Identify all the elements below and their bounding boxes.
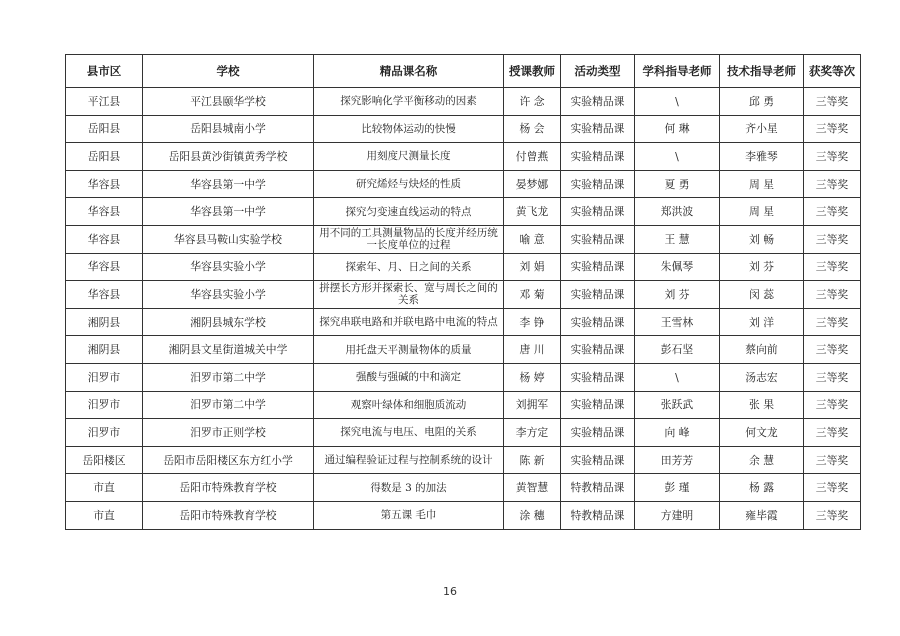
cell-award-level: 三等奖: [804, 225, 861, 253]
cell-teacher: 黄飞龙: [504, 198, 561, 226]
cell-activity-type: 实验精品课: [561, 446, 635, 474]
cell-tech-advisor: 周 星: [720, 198, 804, 226]
table-row: [66, 281, 861, 309]
cell-award-level: 三等奖: [804, 281, 861, 309]
cell-subject-advisor: 朱佩琴: [635, 253, 720, 281]
cell-activity-type: 实验精品课: [561, 336, 635, 364]
header-course-name: 精品课名称: [314, 55, 504, 88]
cell-school: 华容县第一中学: [143, 170, 314, 198]
table-row: [66, 225, 861, 253]
cell-teacher: 杨 会: [504, 115, 561, 143]
cell-teacher: 许 念: [504, 88, 561, 116]
header-subject-advisor: 学科指导老师: [635, 55, 720, 88]
cell-county: 华容县: [66, 253, 143, 281]
cell-award-level: 三等奖: [804, 419, 861, 447]
cell-tech-advisor: 刘 芬: [720, 253, 804, 281]
cell-activity-type: 实验精品课: [561, 419, 635, 447]
cell-activity-type: 实验精品课: [561, 115, 635, 143]
header-teacher: 授课教师: [504, 55, 561, 88]
cell-award-level: 三等奖: [804, 198, 861, 226]
cell-award-level: 三等奖: [804, 88, 861, 116]
cell-subject-advisor: 彭 瑾: [635, 474, 720, 502]
cell-teacher: 喻 意: [504, 225, 561, 253]
cell-activity-type: 实验精品课: [561, 253, 635, 281]
cell-school: 湘阴县文星街道城关中学: [143, 336, 314, 364]
cell-subject-advisor: 彭石坚: [635, 336, 720, 364]
cell-course-name: 探索年、月、日之间的关系: [314, 253, 504, 281]
cell-tech-advisor: 刘 洋: [720, 308, 804, 336]
cell-teacher: 刘拥军: [504, 391, 561, 419]
cell-county: 华容县: [66, 225, 143, 253]
cell-subject-advisor: 夏 勇: [635, 170, 720, 198]
table-row: [66, 391, 861, 419]
cell-course-name: 得数是 3 的加法: [314, 474, 504, 502]
cell-county: 岳阳县: [66, 143, 143, 171]
table-row: [66, 363, 861, 391]
cell-county: 市直: [66, 474, 143, 502]
cell-award-level: 三等奖: [804, 253, 861, 281]
cell-award-level: 三等奖: [804, 391, 861, 419]
cell-course-name: 用托盘天平测量物体的质量: [314, 336, 504, 364]
cell-tech-advisor: 汤志宏: [720, 363, 804, 391]
table-row: [66, 501, 861, 529]
cell-county: 市直: [66, 501, 143, 529]
cell-tech-advisor: 何文龙: [720, 419, 804, 447]
cell-subject-advisor: 田芳芳: [635, 446, 720, 474]
cell-award-level: 三等奖: [804, 501, 861, 529]
cell-county: 湘阴县: [66, 336, 143, 364]
cell-subject-advisor: 刘 芬: [635, 281, 720, 309]
cell-teacher: 刘 娟: [504, 253, 561, 281]
cell-award-level: 三等奖: [804, 308, 861, 336]
cell-subject-advisor: 王雪林: [635, 308, 720, 336]
cell-activity-type: 实验精品课: [561, 88, 635, 116]
table-row: [66, 446, 861, 474]
cell-school: 华容县马鞍山实验学校: [143, 225, 314, 253]
cell-tech-advisor: 邱 勇: [720, 88, 804, 116]
cell-award-level: 三等奖: [804, 143, 861, 171]
cell-school: 岳阳市岳阳楼区东方红小学: [143, 446, 314, 474]
cell-tech-advisor: 李雅琴: [720, 143, 804, 171]
cell-course-name: 第五课 毛巾: [314, 501, 504, 529]
cell-award-level: 三等奖: [804, 474, 861, 502]
awards-table: [65, 54, 861, 530]
cell-subject-advisor: 方建明: [635, 501, 720, 529]
cell-course-name: 用刻度尺测量长度: [314, 143, 504, 171]
cell-award-level: 三等奖: [804, 170, 861, 198]
cell-teacher: 李方定: [504, 419, 561, 447]
cell-county: 岳阳县: [66, 115, 143, 143]
cell-award-level: 三等奖: [804, 115, 861, 143]
table-row: [66, 115, 861, 143]
cell-tech-advisor: 闵 蕊: [720, 281, 804, 309]
cell-subject-advisor: 张跃武: [635, 391, 720, 419]
cell-school: 岳阳市特殊教育学校: [143, 474, 314, 502]
cell-tech-advisor: 蔡向前: [720, 336, 804, 364]
cell-activity-type: 实验精品课: [561, 170, 635, 198]
cell-activity-type: 特教精品课: [561, 501, 635, 529]
page-number: 16: [443, 585, 457, 598]
cell-teacher: 邓 菊: [504, 281, 561, 309]
cell-course-name: 拼摆长方形并探索长、宽与周长之间的关系: [314, 281, 504, 309]
cell-activity-type: 实验精品课: [561, 391, 635, 419]
cell-subject-advisor: 何 琳: [635, 115, 720, 143]
cell-tech-advisor: 张 果: [720, 391, 804, 419]
cell-course-name: 观察叶绿体和细胞质流动: [314, 391, 504, 419]
cell-county: 平江县: [66, 88, 143, 116]
header-activity-type: 活动类型: [561, 55, 635, 88]
cell-teacher: 陈 新: [504, 446, 561, 474]
cell-county: 汨罗市: [66, 419, 143, 447]
cell-award-level: 三等奖: [804, 363, 861, 391]
cell-tech-advisor: 齐小星: [720, 115, 804, 143]
cell-school: 华容县第一中学: [143, 198, 314, 226]
table-body: [66, 88, 861, 530]
cell-teacher: 李 铮: [504, 308, 561, 336]
cell-tech-advisor: 杨 露: [720, 474, 804, 502]
cell-award-level: 三等奖: [804, 446, 861, 474]
cell-course-name: 探究影响化学平衡移动的因素: [314, 88, 504, 116]
cell-subject-advisor: 王 慧: [635, 225, 720, 253]
cell-course-name: 探究电流与电压、电阻的关系: [314, 419, 504, 447]
cell-school: 平江县颐华学校: [143, 88, 314, 116]
cell-subject-advisor: \: [635, 88, 720, 116]
cell-school: 湘阴县城东学校: [143, 308, 314, 336]
cell-activity-type: 实验精品课: [561, 198, 635, 226]
cell-county: 华容县: [66, 281, 143, 309]
table-row: [66, 419, 861, 447]
cell-course-name: 通过编程验证过程与控制系统的设计: [314, 446, 504, 474]
cell-activity-type: 实验精品课: [561, 363, 635, 391]
cell-school: 岳阳县城南小学: [143, 115, 314, 143]
cell-course-name: 探究匀变速直线运动的特点: [314, 198, 504, 226]
table-row: [66, 308, 861, 336]
cell-school: 汨罗市正则学校: [143, 419, 314, 447]
cell-tech-advisor: 余 慧: [720, 446, 804, 474]
cell-county: 华容县: [66, 170, 143, 198]
cell-teacher: 黄智慧: [504, 474, 561, 502]
cell-subject-advisor: 郑洪波: [635, 198, 720, 226]
cell-subject-advisor: \: [635, 143, 720, 171]
cell-county: 湘阴县: [66, 308, 143, 336]
cell-activity-type: 特教精品课: [561, 474, 635, 502]
cell-county: 汨罗市: [66, 391, 143, 419]
cell-course-name: 研究烯烃与炔烃的性质: [314, 170, 504, 198]
cell-teacher: 唐 川: [504, 336, 561, 364]
table-row: [66, 253, 861, 281]
cell-course-name: 用不同的工具测量物品的长度并经历统一长度单位的过程: [314, 225, 504, 253]
cell-school: 华容县实验小学: [143, 281, 314, 309]
cell-teacher: 晏梦娜: [504, 170, 561, 198]
cell-subject-advisor: \: [635, 363, 720, 391]
cell-teacher: 杨 婷: [504, 363, 561, 391]
cell-activity-type: 实验精品课: [561, 225, 635, 253]
cell-school: 汨罗市第二中学: [143, 391, 314, 419]
cell-county: 华容县: [66, 198, 143, 226]
cell-tech-advisor: 周 星: [720, 170, 804, 198]
cell-school: 华容县实验小学: [143, 253, 314, 281]
cell-activity-type: 实验精品课: [561, 308, 635, 336]
cell-activity-type: 实验精品课: [561, 281, 635, 309]
table-row: [66, 198, 861, 226]
cell-school: 岳阳市特殊教育学校: [143, 501, 314, 529]
cell-county: 岳阳楼区: [66, 446, 143, 474]
cell-school: 汨罗市第二中学: [143, 363, 314, 391]
cell-subject-advisor: 向 峰: [635, 419, 720, 447]
header-tech-advisor: 技术指导老师: [720, 55, 804, 88]
cell-county: 汨罗市: [66, 363, 143, 391]
cell-activity-type: 实验精品课: [561, 143, 635, 171]
header-school: 学校: [143, 55, 314, 88]
table-row: [66, 336, 861, 364]
header-award-level: 获奖等次: [804, 55, 861, 88]
table-row: [66, 170, 861, 198]
cell-school: 岳阳县黄沙街镇黄秀学校: [143, 143, 314, 171]
cell-tech-advisor: 刘 畅: [720, 225, 804, 253]
cell-teacher: 付曾燕: [504, 143, 561, 171]
cell-teacher: 涂 穗: [504, 501, 561, 529]
table-row: [66, 474, 861, 502]
table-row: [66, 88, 861, 116]
table-header-row: [66, 55, 861, 88]
cell-award-level: 三等奖: [804, 336, 861, 364]
header-county: 县市区: [66, 55, 143, 88]
table-row: [66, 143, 861, 171]
cell-course-name: 强酸与强碱的中和滴定: [314, 363, 504, 391]
cell-tech-advisor: 雍毕霞: [720, 501, 804, 529]
cell-course-name: 比较物体运动的快慢: [314, 115, 504, 143]
cell-course-name: 探究串联电路和并联电路中电流的特点: [314, 308, 504, 336]
